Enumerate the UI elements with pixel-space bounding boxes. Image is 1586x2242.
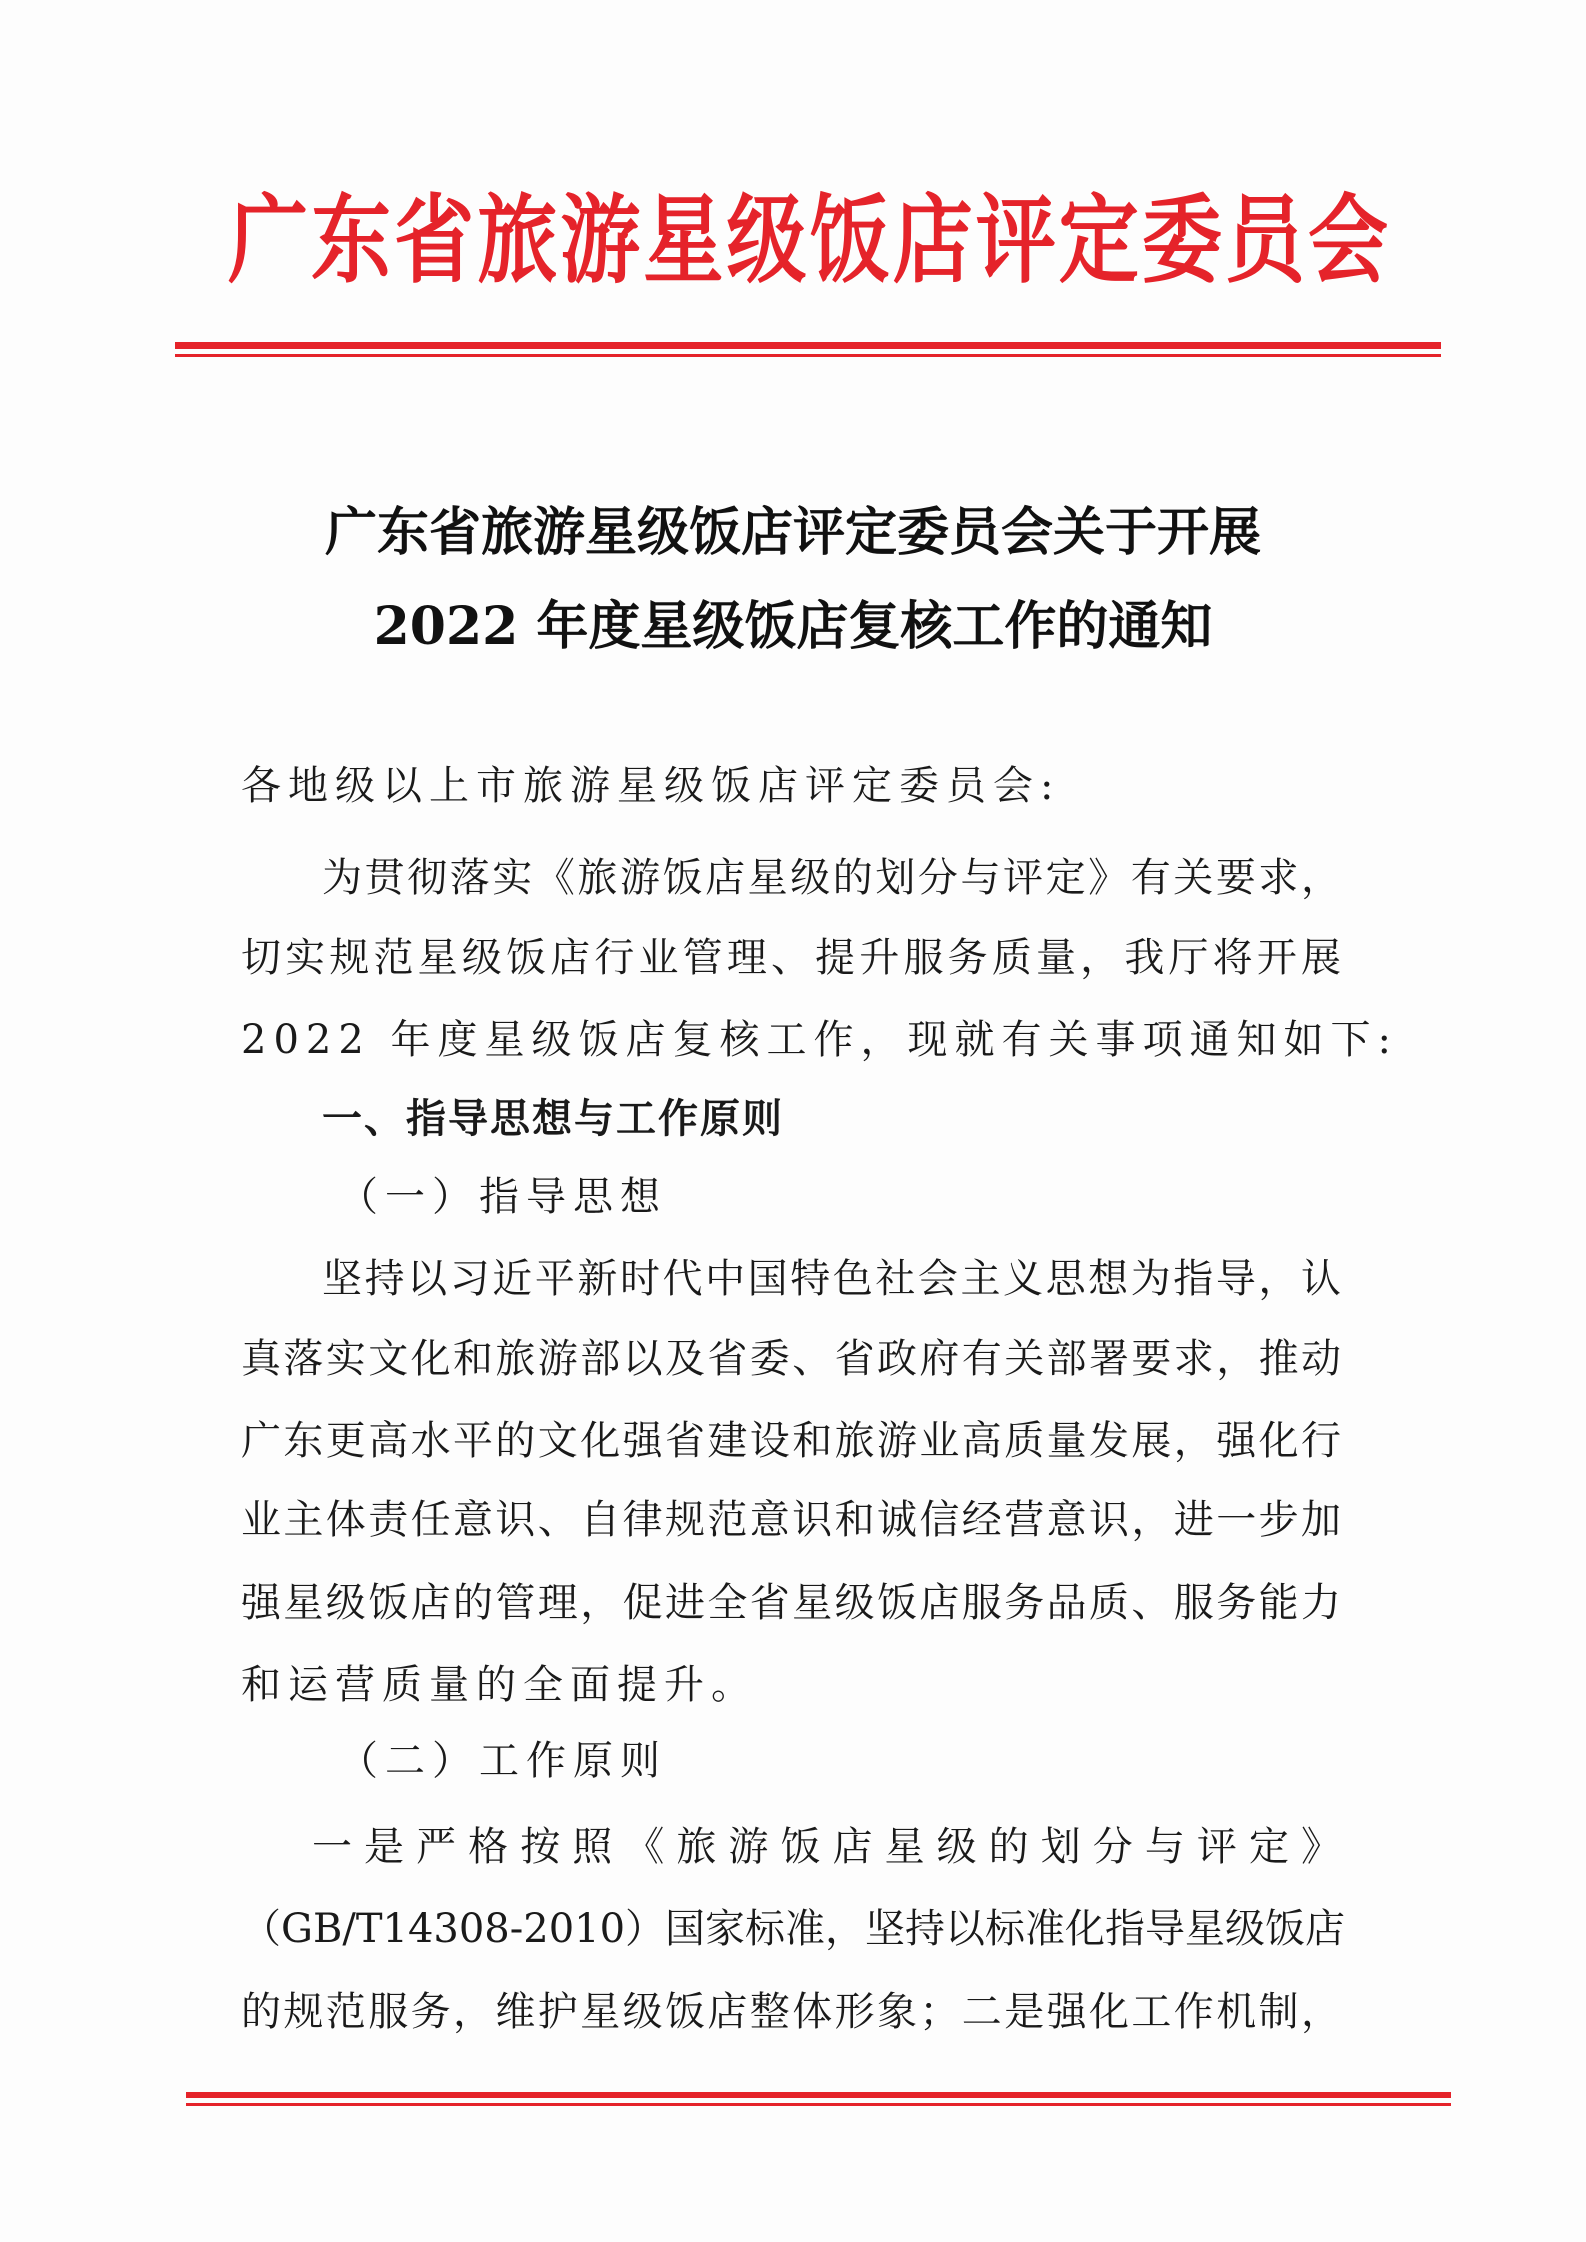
paragraph-line: （GB/T14308-2010）国家标准，坚持以标准化指导星级饭店 [241, 1906, 1346, 1952]
paragraph-line: 和运营质量的全面提升。 [241, 1662, 758, 1708]
document-title-line2: 2022 年度星级饭店复核工作的通知 [373, 596, 1213, 657]
subsection-heading: （二）工作原则 [338, 1738, 667, 1784]
paragraph-line: 广东更高水平的文化强省建设和旅游业高质量发展，强化行 [241, 1418, 1341, 1464]
paragraph-line: 真落实文化和旅游部以及省委、省政府有关部署要求，推动 [241, 1336, 1341, 1382]
intro-line: 为贯彻落实《旅游饭店星级的划分与评定》有关要求， [322, 855, 1341, 901]
subsection-heading: （一）指导思想 [338, 1174, 667, 1220]
paragraph-line: 强星级饭店的管理，促进全省星级饭店服务品质、服务能力 [241, 1580, 1341, 1626]
section-heading: 一、指导思想与工作原则 [322, 1096, 784, 1142]
paragraph-line: 业主体责任意识、自律规范意识和诚信经营意识，进一步加 [241, 1497, 1341, 1543]
letterhead-rule-thin [175, 354, 1441, 357]
footer-rule-thin [186, 2103, 1451, 2106]
intro-line: 切实规范星级饭店行业管理、提升服务质量，我厅将开展 [241, 935, 1341, 981]
letterhead-rule-thick [175, 342, 1441, 349]
salutation: 各地级以上市旅游星级饭店评定委员会: [241, 763, 1061, 809]
intro-line: 2022 年度星级饭店复核工作，现就有关事项通知如下: [241, 1017, 1398, 1063]
footer-rule-thick [186, 2092, 1451, 2098]
paragraph-line: 一是严格按照《旅游饭店星级的划分与评定》 [312, 1824, 1341, 1870]
document-title-line1: 广东省旅游星级饭店评定委员会关于开展 [324, 502, 1261, 563]
paragraph-line: 的规范服务，维护星级饭店整体形象；二是强化工作机制， [241, 1989, 1341, 2035]
paragraph-line: 坚持以习近平新时代中国特色社会主义思想为指导，认 [322, 1256, 1341, 1302]
letterhead-organization: 广东省旅游星级饭店评定委员会 [228, 183, 1388, 297]
